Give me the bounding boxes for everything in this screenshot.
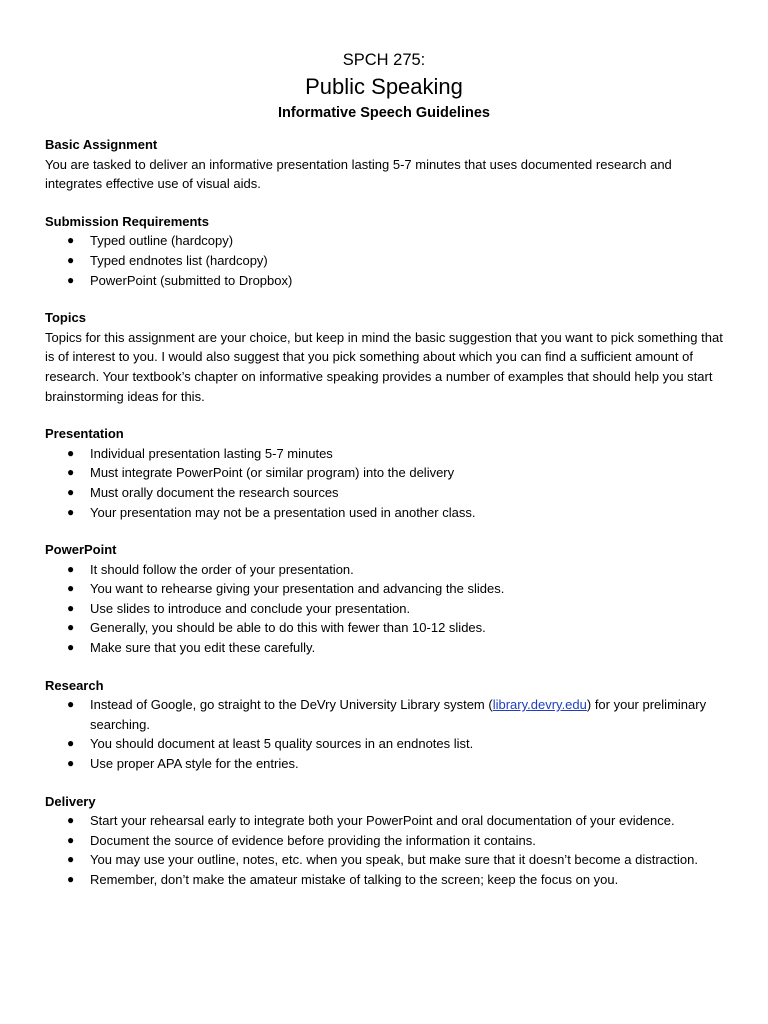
list-item-text: Document the source of evidence before providing the information it contains. xyxy=(90,832,536,848)
list-item-text: Generally, you should be able to do this with fewer than 10-12 slides. xyxy=(90,620,486,636)
bullet-icon: ● xyxy=(67,736,75,751)
bullet-icon: ● xyxy=(67,561,75,576)
list-item xyxy=(45,231,723,251)
list-item xyxy=(45,811,723,831)
list-item xyxy=(45,271,723,291)
list-item xyxy=(45,734,723,754)
list-item-text: Use slides to introduce and conclude your presentation. xyxy=(90,600,411,616)
list-item xyxy=(45,463,723,483)
bullet-icon: ● xyxy=(67,581,75,596)
list-item-text: Typed endnotes list (hardcopy) xyxy=(90,252,268,268)
bullet-icon: ● xyxy=(67,813,75,828)
bullet-icon: ● xyxy=(67,233,75,248)
bullet-icon: ● xyxy=(67,272,75,287)
bullet-icon: ● xyxy=(67,252,75,267)
document-subtitle: Informative Speech Guidelines xyxy=(278,105,490,121)
section-submission-requirements xyxy=(45,212,723,290)
list-item xyxy=(45,444,723,464)
list-item xyxy=(45,560,723,580)
list-item xyxy=(45,579,723,599)
list-item-text: Individual presentation lasting 5-7 minutes xyxy=(90,445,333,461)
section-paragraph: You are tasked to deliver an informative presentation lasting 5-7 minutes that uses documented research and integrates effective use of visual aids. xyxy=(45,156,672,192)
list-item xyxy=(45,695,723,734)
list-item xyxy=(45,870,723,890)
bullet-icon: ● xyxy=(67,832,75,847)
list-item xyxy=(45,483,723,503)
list-item-text: PowerPoint (submitted to Dropbox) xyxy=(90,272,293,288)
list-item-text: Make sure that you edit these carefully. xyxy=(90,640,316,656)
bullet-list xyxy=(45,560,723,658)
section-heading: Research xyxy=(45,677,104,693)
bullet-icon: ● xyxy=(67,504,75,519)
list-item xyxy=(45,251,723,271)
list-item-text: Instead of Google, go straight to the DeVry University Library system ( xyxy=(90,697,493,713)
bullet-icon: ● xyxy=(67,600,75,615)
bullet-list xyxy=(45,811,723,889)
bullet-list xyxy=(45,695,723,773)
section-research xyxy=(45,676,723,774)
bullet-icon: ● xyxy=(67,484,75,499)
section-presentation xyxy=(45,424,723,522)
section-heading: Presentation xyxy=(45,426,124,442)
bullet-icon: ● xyxy=(67,756,75,771)
bullet-icon: ● xyxy=(67,465,75,480)
section-paragraph: Topics for this assignment are your choice, but keep in mind the basic suggestion that you want to pick something that is of interest to you. I would also suggest that you pick something about which you can find a sufficient amount of research. Your textbook’s chapter on informative speaking provides a number of examples that should help you start brainstorming ideas for this. xyxy=(45,329,723,404)
bullet-icon: ● xyxy=(67,620,75,635)
list-item-text: Must orally document the research sources xyxy=(90,484,339,500)
document-title: Public Speaking xyxy=(305,74,463,99)
section-heading: PowerPoint xyxy=(45,542,117,558)
list-item xyxy=(45,831,723,851)
list-item-text: You want to rehearse giving your presentation and advancing the slides. xyxy=(90,581,505,597)
document-header xyxy=(45,0,723,123)
list-item xyxy=(45,638,723,658)
list-item-text: Start your rehearsal early to integrate both your PowerPoint and oral documentation of your evidence. xyxy=(90,813,675,829)
list-item-text: Use proper APA style for the entries. xyxy=(90,756,299,772)
section-heading: Submission Requirements xyxy=(45,213,209,229)
bullet-icon: ● xyxy=(67,445,75,460)
bullet-icon: ● xyxy=(67,852,75,867)
section-topics xyxy=(45,308,723,406)
section-basic-assignment xyxy=(45,135,723,194)
section-heading: Topics xyxy=(45,310,86,326)
section-delivery xyxy=(45,792,723,890)
bullet-icon: ● xyxy=(67,697,75,712)
list-item-text: You should document at least 5 quality sources in an endnotes list. xyxy=(90,736,474,752)
library-link[interactable]: library.devry.edu xyxy=(492,697,587,713)
course-code: SPCH 275: xyxy=(342,51,426,69)
list-item xyxy=(45,618,723,638)
list-item xyxy=(45,599,723,619)
list-item-text: Remember, don’t make the amateur mistake of talking to the screen; keep the focus on you. xyxy=(90,872,619,887)
list-item-text: ) for your preliminary searching. xyxy=(90,697,707,732)
list-item-text: Typed outline (hardcopy) xyxy=(90,233,234,249)
section-powerpoint xyxy=(45,540,723,658)
section-heading: Basic Assignment xyxy=(45,137,158,152)
list-item xyxy=(45,754,723,774)
list-item-text: Must integrate PowerPoint (or similar program) into the delivery xyxy=(90,465,455,481)
document-body xyxy=(45,135,723,890)
bullet-list xyxy=(45,444,723,522)
list-item-text: Your presentation may not be a presentation used in another class. xyxy=(90,504,476,520)
list-item-text: It should follow the order of your presentation. xyxy=(90,561,354,577)
bullet-list xyxy=(45,231,723,290)
bullet-icon: ● xyxy=(67,872,75,886)
list-item xyxy=(45,850,723,870)
list-item-text: You may use your outline, notes, etc. when you speak, but make sure that it doesn’t become a distraction. xyxy=(90,852,698,868)
list-item xyxy=(45,503,723,523)
section-heading: Delivery xyxy=(45,793,96,809)
bullet-icon: ● xyxy=(67,640,75,655)
